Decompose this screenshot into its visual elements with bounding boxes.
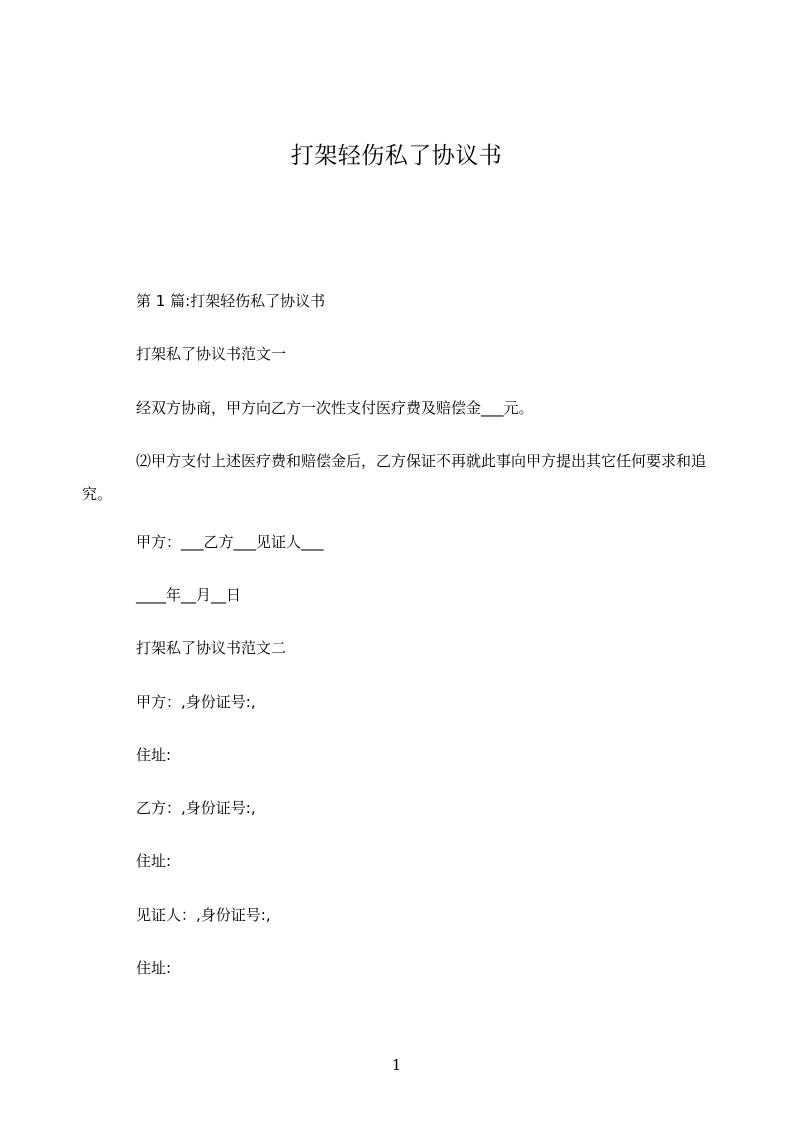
date-line: ____年__月__日 (136, 586, 242, 604)
signature-line: 甲方：___乙方___见证人___ (136, 533, 324, 551)
page-number: 1 (391, 1056, 402, 1074)
sample-heading-1: 打架私了协议书范文一 (136, 345, 287, 363)
party-a-line: 甲方：,身份证号:, (136, 693, 256, 711)
party-b-address: 住址: (136, 852, 172, 870)
agreement-clause-waiver: ⑵甲方支付上述医疗费和赔偿金后，乙方保证不再就此事向甲方提出其它任何要求和追究。 (82, 452, 707, 503)
witness-address: 住址: (136, 959, 172, 977)
party-b-line: 乙方：,身份证号:, (136, 799, 256, 817)
witness-line: 见证人：,身份证号:, (136, 906, 271, 924)
document-title: 打架轻伤私了协议书 (290, 143, 503, 169)
party-a-address: 住址: (136, 746, 172, 764)
sample-heading-2: 打架私了协议书范文二 (136, 639, 287, 657)
section-heading-1: 第 1 篇:打架轻伤私了协议书 (136, 292, 326, 310)
agreement-clause-compensation: 经双方协商，甲方向乙方一次性支付医疗费及赔偿金___元。 (136, 399, 534, 417)
